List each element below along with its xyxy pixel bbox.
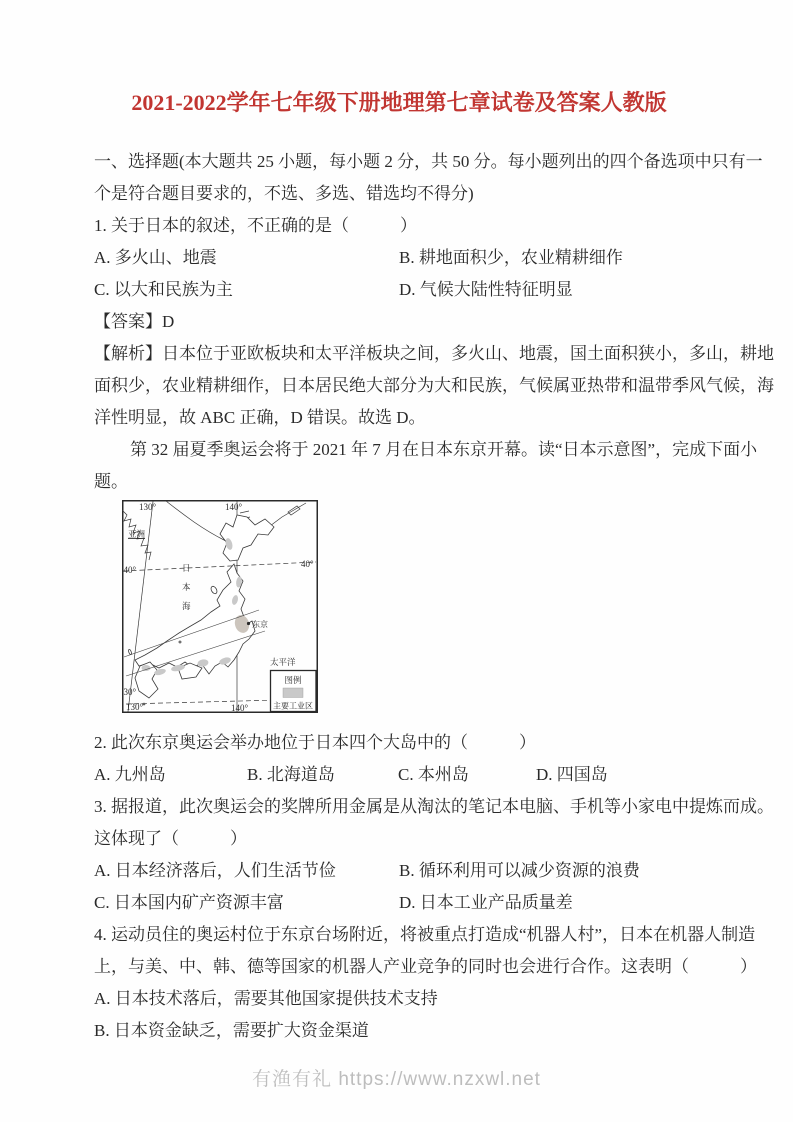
q1-options-row-1 <box>94 242 704 274</box>
q4-stem-line-2: 上，与美、中、韩、德等国家的机器人产业竞争的同时也会进行合作。这表明（ ） <box>94 957 757 976</box>
sado-island <box>210 585 218 594</box>
q2-options-row <box>94 759 704 791</box>
q1-analysis-line-1: 【解析】日本位于亚欧板块和太平洋板块之间，多火山、地震，国土面积狭小，多山，耕地 <box>94 344 774 363</box>
legend-swatch <box>283 688 303 698</box>
lon140-top-label: 140° <box>225 502 243 512</box>
sea-of-japan-label <box>182 563 191 611</box>
q3-option-d: D. 日本工业产品质量差 <box>399 893 573 912</box>
q3-options-row-1 <box>94 855 704 887</box>
q2-option-b: B. 北海道岛 <box>247 765 335 784</box>
q1-option-b: B. 耕地面积少，农业精耕细作 <box>399 248 623 267</box>
q4-option-a: A. 日本技术落后，需要其他国家提供技术支持 <box>94 989 438 1008</box>
small-island <box>143 703 145 705</box>
q3-stem-line-2: 这体现了（ ） <box>94 829 247 848</box>
asia-label: 亚洲 <box>128 529 146 539</box>
lon130-bottom-label: 130° <box>126 702 144 712</box>
q3-stem-line-1: 3. 据报道，此次奥运会的奖牌所用金属是从淘汰的笔记本电脑、手机等小家电中提炼而成。 <box>94 797 774 816</box>
hokkaido-outline <box>220 515 274 561</box>
svg-text:日: 日 <box>182 563 191 573</box>
tokyo-label: 东京 <box>252 620 268 629</box>
q3-option-c: C. 日本国内矿产资源丰富 <box>94 893 284 912</box>
q2-stem: 2. 此次东京奥运会举办地位于日本四个大岛中的（ ） <box>94 733 536 752</box>
q1-options-row-2 <box>94 274 704 306</box>
q1-option-c: C. 以大和民族为主 <box>94 280 233 299</box>
pacific-ocean-label: 太平洋 <box>270 657 296 667</box>
section-header-line-2: 个是符合题目要求的，不选、多选、错选均不得分) <box>94 184 474 203</box>
q3-options-row-2 <box>94 887 704 919</box>
lon130-top-label: 130° <box>139 502 157 512</box>
q4-stem-line-1: 4. 运动员住的奥运村位于东京台场附近，将被重点打造成“机器人村”，日本在机器人制造 <box>94 925 756 944</box>
japan-map-figure <box>122 500 318 713</box>
lat40-right-label: 40° <box>301 559 314 569</box>
passage-line-2: 题。 <box>94 472 128 491</box>
lat40-left-label: 40° <box>123 565 137 575</box>
japan-map <box>122 500 318 713</box>
svg-text:本: 本 <box>182 582 191 592</box>
q1-analysis-line-3: 洋性明显，故 ABC 正确，D 错误。故选 D。 <box>94 408 426 427</box>
q2-option-a: A. 九州岛 <box>94 765 166 784</box>
q1-stem: 1. 关于日本的叙述，不正确的是（ ） <box>94 216 417 235</box>
q1-option-a: A. 多火山、地震 <box>94 248 217 267</box>
q3-option-b: B. 循环利用可以减少资源的浪费 <box>399 861 640 880</box>
tsushima-island <box>128 649 132 655</box>
legend-title: 图例 <box>284 675 302 685</box>
map-legend <box>271 671 317 712</box>
legend-item-label: 主要工业区 <box>273 701 313 711</box>
q3-option-a: A. 日本经济落后，人们生活节俭 <box>94 861 336 880</box>
q1-option-d: D. 气候大陆性特征明显 <box>399 280 573 299</box>
page-footer-watermark: 有渔有礼 https://www.nzxwl.net <box>252 1069 541 1090</box>
q4-option-b: B. 日本资金缺乏，需要扩大资金渠道 <box>94 1021 369 1040</box>
section-header-line-1: 一、选择题(本大题共 25 小题，每小题 2 分，共 50 分。每小题列出的四个备选项中只有一 <box>94 152 763 171</box>
lon140-bottom-label: 140° <box>231 703 249 713</box>
passage-line-1: 第 32 届夏季奥运会将于 2021 年 7 月在日本东京开幕。读“日本示意图”，完成下面小 <box>130 440 758 459</box>
svg-text:海: 海 <box>182 601 191 611</box>
q1-answer: 【答案】D <box>94 312 175 331</box>
parallel-40 <box>124 562 317 571</box>
lat30-left-label: 30° <box>123 687 137 697</box>
q2-option-c: C. 本州岛 <box>398 765 469 784</box>
page-title: 2021-2022学年七年级下册地理第七章试卷及答案人教版 <box>131 90 667 115</box>
q1-analysis-line-2: 面积少，农业精耕细作，日本居民绝大部分为大和民族，气候属亚热带和温带季风气候，海 <box>94 376 774 395</box>
document-body <box>94 88 774 1047</box>
tokyo-dot <box>247 622 250 625</box>
oki-island <box>179 641 181 643</box>
q2-option-d: D. 四国岛 <box>536 765 608 784</box>
japan-islands <box>128 515 274 705</box>
